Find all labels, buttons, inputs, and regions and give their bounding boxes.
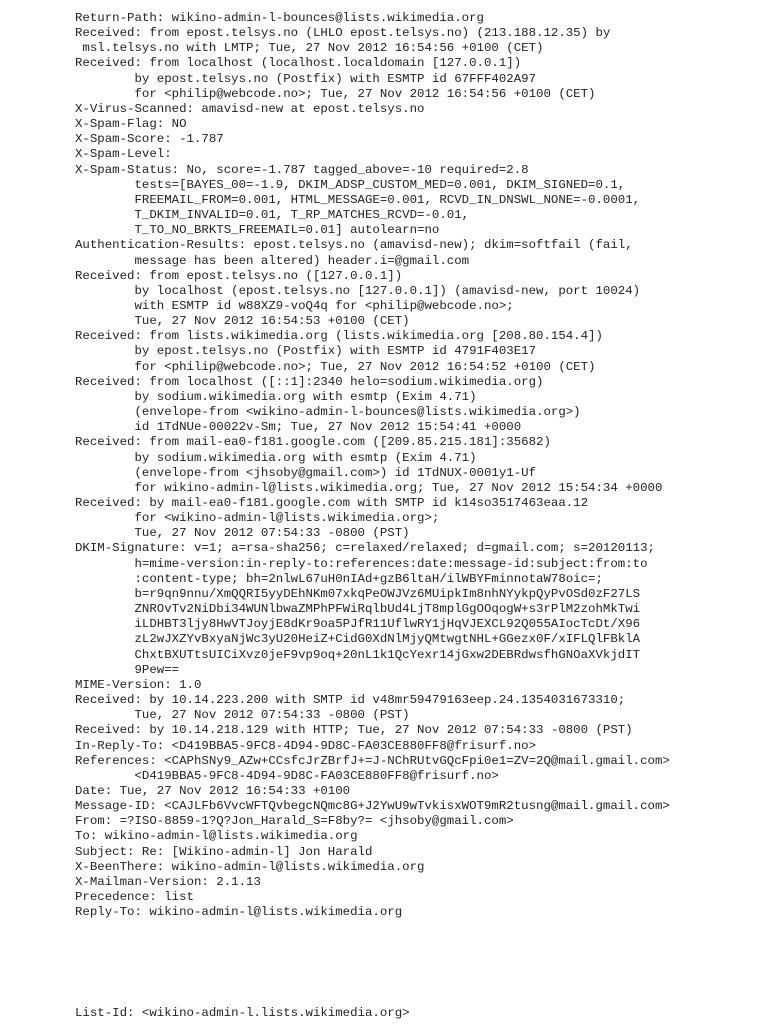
header-line: message has been altered) header.i=@gmail.com bbox=[75, 253, 470, 268]
header-line: <D419BBA5-9FC8-4D94-9D8C-FA03CE880FF8@frisurf.no> bbox=[75, 768, 499, 783]
header-line: Tue, 27 Nov 2012 07:54:33 -0800 (PST) bbox=[75, 526, 410, 541]
header-line: id 1TdNUe-00022v-Sm; Tue, 27 Nov 2012 15:54:41 +0000 bbox=[75, 420, 522, 435]
header-line: zL2wJXZYvBxyaNjWc3yU20HeiZ+CidG0XdNlMjyQMtwgtNHL+GGezx0F/xIFLQlFBklA bbox=[75, 632, 641, 647]
header-line: by epost.telsys.no (Postfix) with ESMTP id 4791F403E17 bbox=[75, 344, 537, 359]
header-line: X-BeenThere: wikino-admin-l@lists.wikimedia.org bbox=[75, 859, 425, 874]
header-line: 9Pew== bbox=[75, 662, 180, 677]
header-line: for <philip@webcode.no>; Tue, 27 Nov 2012 16:54:52 +0100 (CET) bbox=[75, 359, 596, 374]
header-line: b=r9qn9nnu/XmQQRI5yyDEhNKm07xkqPeOWJVz6MUipkIm8nhNYykpQyPvOSd0zF27LS bbox=[75, 586, 641, 601]
header-line: FREEMAIL_FROM=0.001, HTML_MESSAGE=0.001, RCVD_IN_DNSWL_NONE=-0.0001, bbox=[75, 192, 641, 207]
header-line: T_DKIM_INVALID=0.01, T_RP_MATCHES_RCVD=-0.01, bbox=[75, 208, 470, 223]
header-line: Tue, 27 Nov 2012 16:54:53 +0100 (CET) bbox=[75, 314, 410, 329]
header-line-list-id: List-Id: <wikino-admin-l.lists.wikimedia.org> bbox=[75, 1006, 410, 1020]
header-line: ZNROvTv2NiDbi34WUNlbwaZMPhPFWiRqlbUd4LjT8mplGgOOqogW+s3rPlM2zohMkTwi bbox=[75, 602, 641, 617]
header-line: :content-type; bh=2nlwL67uH0nIAd+gzB6ltaH/ilWBYFminnotaW78oic=; bbox=[75, 571, 603, 586]
header-line: To: wikino-admin-l@lists.wikimedia.org bbox=[75, 829, 358, 844]
header-line: DKIM-Signature: v=1; a=rsa-sha256; c=relaxed/relaxed; d=gmail.com; s=20120113; bbox=[75, 541, 655, 556]
header-line: iLDHBT3ljy8HwVTJoyjE8dKr9oa5PJfR11UflwRY1jHqVJEXCL92Q055AIocTcDt/X96 bbox=[75, 617, 641, 632]
header-line: Reply-To: wikino-admin-l@lists.wikimedia.org bbox=[75, 905, 403, 920]
header-line: X-Mailman-Version: 2.1.13 bbox=[75, 874, 261, 889]
header-line: Received: by mail-ea0-f181.google.com with SMTP id k14so3517463eaa.12 bbox=[75, 496, 589, 510]
header-line: h=mime-version:in-reply-to:references:date:message-id:subject:from:to bbox=[75, 556, 648, 571]
header-line: Authentication-Results: epost.telsys.no (amavisd-new); dkim=softfail (fail, bbox=[75, 238, 633, 253]
header-line: Precedence: list bbox=[75, 890, 194, 905]
header-line: X-Spam-Score: -1.787 bbox=[75, 132, 224, 147]
header-line: Tue, 27 Nov 2012 07:54:33 -0800 (PST) bbox=[75, 708, 410, 723]
header-line: for <wikino-admin-l@lists.wikimedia.org>; bbox=[75, 511, 440, 526]
header-line: X-Spam-Status: No, score=-1.787 tagged_above=-10 required=2.8 bbox=[75, 162, 529, 177]
header-line: Received: by 10.14.218.129 with HTTP; Tue, 27 Nov 2012 07:54:33 -0800 (PST) bbox=[75, 723, 633, 738]
header-line: From: =?ISO-8859-1?Q?Jon_Harald_S=F8by?= <jhsoby@gmail.com> bbox=[75, 814, 514, 829]
header-line: (envelope-from <jhsoby@gmail.com>) id 1TdNUX-0001y1-Uf bbox=[75, 465, 537, 480]
header-line: by sodium.wikimedia.org with esmtp (Exim 4.71) bbox=[75, 389, 477, 404]
header-line: In-Reply-To: <D419BBA5-9FC8-4D94-9D8C-FA03CE880FF8@frisurf.no> bbox=[75, 738, 537, 753]
header-line: (envelope-from <wikino-admin-l-bounces@lists.wikimedia.org>) bbox=[75, 405, 581, 420]
header-line: by epost.telsys.no (Postfix) with ESMTP id 67FFF402A97 bbox=[75, 71, 537, 86]
header-line: Received: from localhost ([::1]:2340 helo=sodium.wikimedia.org) bbox=[75, 374, 544, 389]
header-line: tests=[BAYES_00=-1.9, DKIM_ADSP_CUSTOM_MED=0.001, DKIM_SIGNED=0.1, bbox=[75, 177, 626, 192]
header-line: Date: Tue, 27 Nov 2012 16:54:33 +0100 bbox=[75, 783, 351, 798]
header-line: Return-Path: wikino-admin-l-bounces@lists.wikimedia.org bbox=[75, 11, 484, 25]
header-line: for <philip@webcode.no>; Tue, 27 Nov 2012 16:54:56 +0100 (CET) bbox=[75, 86, 596, 101]
header-line: Received: from lists.wikimedia.org (lists.wikimedia.org [208.80.154.4]) bbox=[75, 329, 603, 344]
header-line: with ESMTP id w88XZ9-voQ4q for <philip@webcode.no>; bbox=[75, 298, 514, 313]
header-line: X-Spam-Level: bbox=[75, 147, 172, 162]
header-line: X-Virus-Scanned: amavisd-new at epost.telsys.no bbox=[75, 101, 425, 116]
header-line: Received: from localhost (localhost.localdomain [127.0.0.1]) bbox=[75, 56, 522, 71]
raw-email-headers bbox=[75, 11, 670, 920]
header-line: Message-ID: <CAJLFb6VvcWFTQvbegcNQmc8G+J2YwU9wTvkisxWOT9mR2tusng@mail.gmail.com> bbox=[75, 799, 670, 814]
header-line: Received: from epost.telsys.no (LHLO epost.telsys.no) (213.188.12.35) by bbox=[75, 26, 611, 41]
header-line: by localhost (epost.telsys.no [127.0.0.1]) (amavisd-new, port 10024) bbox=[75, 283, 641, 298]
header-line: Received: from epost.telsys.no ([127.0.0.1]) bbox=[75, 268, 403, 283]
header-line: Subject: Re: [Wikino-admin-l] Jon Harald bbox=[75, 844, 373, 859]
header-line: by sodium.wikimedia.org with esmtp (Exim 4.71) bbox=[75, 450, 477, 465]
header-line: msl.telsys.no with LMTP; Tue, 27 Nov 2012 16:54:56 +0100 (CET) bbox=[75, 41, 544, 56]
header-line: Received: by 10.14.223.200 with SMTP id v48mr59479163eep.24.1354031673310; bbox=[75, 693, 626, 708]
raw-email-headers-continued bbox=[75, 1006, 410, 1021]
header-line: for wikino-admin-l@lists.wikimedia.org; Tue, 27 Nov 2012 15:54:34 +0000 bbox=[75, 480, 663, 495]
header-line: T_TO_NO_BRKTS_FREEMAIL=0.01] autolearn=no bbox=[75, 223, 440, 238]
header-line: References: <CAPhSNy9_AZw+CCsfcJrZBrfJ+=J-NChRUtvGQcFpi0e1=ZV=2Q@mail.gmail.com> bbox=[75, 753, 670, 768]
header-line: ChxtBXUTtsUICiXvz0jeF9vp9oq+20nL1k1QcYexr14jGxw2DEBRdwsfhGNOaXVkjdIT bbox=[75, 647, 641, 662]
header-line: Received: from mail-ea0-f181.google.com ([209.85.215.181]:35682) bbox=[75, 435, 551, 450]
header-line: X-Spam-Flag: NO bbox=[75, 117, 187, 132]
header-line: MIME-Version: 1.0 bbox=[75, 677, 202, 692]
